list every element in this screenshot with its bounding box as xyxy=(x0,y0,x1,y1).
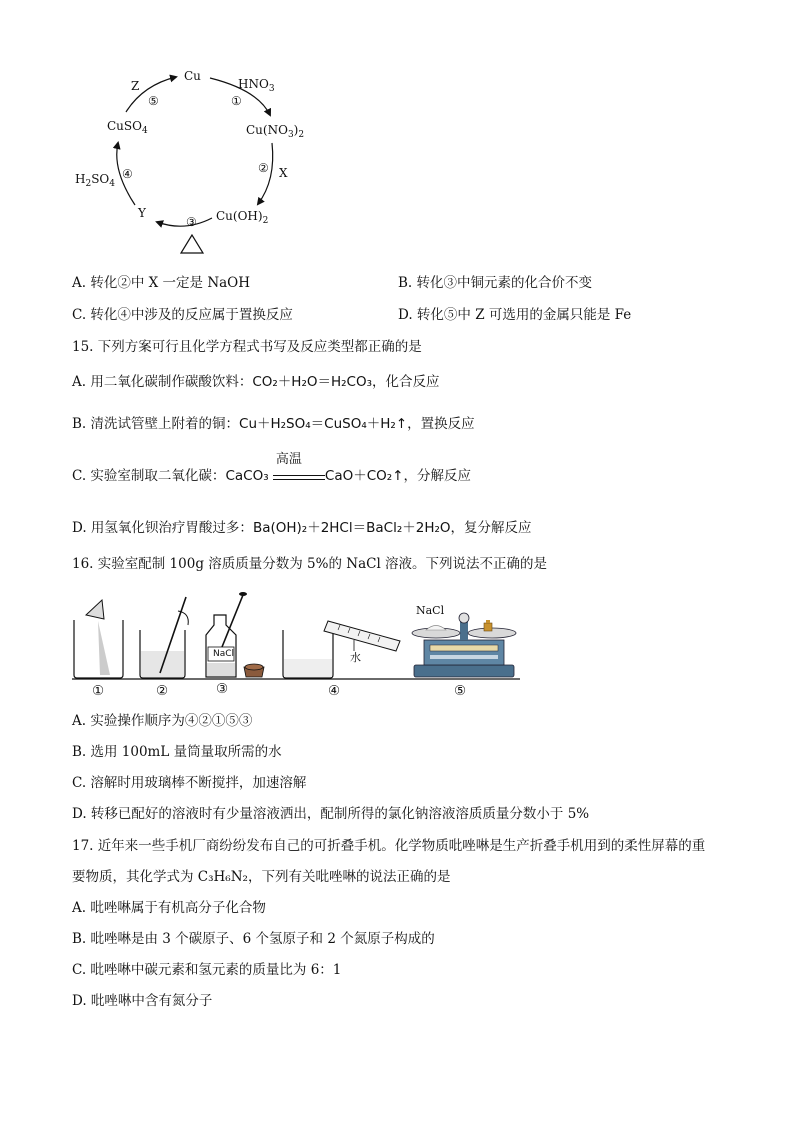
q17-stem-line2: 要物质，其化学式为 C₃H₆N₂，下列有关吡唑啉的说法正确的是 xyxy=(72,869,451,885)
arrow-step3 xyxy=(157,218,212,226)
bottle-label-nacl: NaCl xyxy=(213,649,235,659)
q17-stem-line1: 17. 近年来一些手机厂商纷纷发布自己的可折叠手机。化学物质吡唑啉是生产折叠手机用到的柔性屏幕的重 xyxy=(72,838,706,854)
q14-option-a: A. 转化②中 X 一定是 NaOH xyxy=(72,275,251,291)
q15-b-equation: Cu＋H₂SO₄＝CuSO₄＋H₂↑ xyxy=(239,416,408,432)
q14-option-d: D. 转化⑤中 Z 可选用的金属只能是 Fe xyxy=(398,307,632,323)
cylinder-label-water: 水 xyxy=(350,651,361,664)
figure-label-5: ⑤ xyxy=(454,683,467,699)
q17-option-c: C. 吡唑啉中碳元素和氢元素的质量比为 6：1 xyxy=(72,962,342,978)
q15-c-products: CaO＋CO₂↑ xyxy=(324,468,404,484)
q15-option-a: A. 用二氧化碳制作碳酸饮料：CO₂＋H₂O＝H₂CO₃，化合反应 xyxy=(72,374,440,390)
cycle-node-cuno3: $Cu(NO_3)_2$ xyxy=(246,123,305,140)
balance-label-nacl: NaCl xyxy=(416,604,445,617)
cycle-reagent-x: X xyxy=(279,166,288,180)
q16-option-b: B. 选用 100mL 量筒量取所需的水 xyxy=(72,744,282,760)
cycle-step-2: ② xyxy=(258,161,269,175)
q16-option-a: A. 实验操作顺序为④②①⑤③ xyxy=(72,713,253,729)
q15-a-equation: CO₂＋H₂O＝H₂CO₃ xyxy=(252,374,373,390)
q17-option-a: A. 吡唑啉属于有机高分子化合物 xyxy=(72,900,266,916)
figure-label-3: ③ xyxy=(216,681,229,697)
cycle-node-y: Y xyxy=(138,206,146,220)
q16-stem: 16. 实验室配制 100g 溶质质量分数为 5%的 NaCl 溶液。下列说法不正确的是 xyxy=(72,556,548,572)
cycle-step-5: ⑤ xyxy=(148,94,159,108)
q15-option-c: C. 实验室制取二氧化碳：CaCO₃ 高温 CaO＋CO₂↑，分解反应 xyxy=(72,451,472,484)
q15-option-b: B. 清洗试管壁上附着的铜：Cu＋H₂SO₄＝CuSO₄＋H₂↑，置换反应 xyxy=(72,416,475,432)
q16-option-c: C. 溶解时用玻璃棒不断搅拌，加速溶解 xyxy=(72,775,307,791)
q17-option-d: D. 吡唑啉中含有氮分子 xyxy=(72,993,213,1009)
figure-label-4: ④ xyxy=(328,683,341,699)
q15-stem: 15. 下列方案可行且化学方程式书写及反应类型都正确的是 xyxy=(72,339,422,355)
q17-option-b: B. 吡唑啉是由 3 个碳原子、6 个氢原子和 2 个氮原子构成的 xyxy=(72,931,435,947)
beaker-2-icon xyxy=(140,597,188,678)
q16-option-d: D. 转移已配好的溶液时有少量溶液洒出，配制所得的氯化钠溶液溶质质量分数小于 5% xyxy=(72,806,590,822)
cycle-arrows xyxy=(0,0,794,270)
figure-label-1: ① xyxy=(92,683,105,699)
q15-c-reactant: CaCO₃ xyxy=(225,468,269,484)
balance-scale-icon xyxy=(412,613,516,677)
q14-option-b: B. 转化③中铜元素的化合价不变 xyxy=(398,275,593,291)
cycle-node-cuoh2: $Cu(OH)_2$ xyxy=(216,209,269,226)
cycle-step-4: ④ xyxy=(122,167,133,181)
cycle-step-1: ① xyxy=(231,94,242,108)
cylinder-pouring-icon xyxy=(283,621,400,678)
reagent-bottle-icon xyxy=(206,592,264,677)
q14-option-c: C. 转化④中涉及的反应属于置换反应 xyxy=(72,307,293,323)
figure-label-2: ② xyxy=(156,683,169,699)
q16-apparatus xyxy=(0,585,794,705)
cycle-node-cu: Cu xyxy=(184,69,201,83)
cycle-reagent-h2so4: $H_2SO_4$ xyxy=(75,172,115,189)
beaker-1-icon xyxy=(74,600,123,678)
cycle-node-cuso4: CuSO$_4$ xyxy=(107,119,148,136)
cycle-reagent-hno3: $HNO_3$ xyxy=(238,77,275,94)
q15-d-equation: Ba(OH)₂＋2HCl＝BaCl₂＋2H₂O xyxy=(252,520,451,536)
heat-triangle-icon xyxy=(181,235,203,253)
q15-c-condition xyxy=(273,451,325,484)
q15-c-condition-text: 高温 xyxy=(275,451,302,467)
q15-option-d: D. 用氢氧化钡治疗胃酸过多：Ba(OH)₂＋2HCl＝BaCl₂＋2H₂O，复分解反应 xyxy=(72,520,532,536)
cycle-reagent-z: Z xyxy=(131,79,140,93)
cycle-step-3: ③ xyxy=(186,215,197,229)
